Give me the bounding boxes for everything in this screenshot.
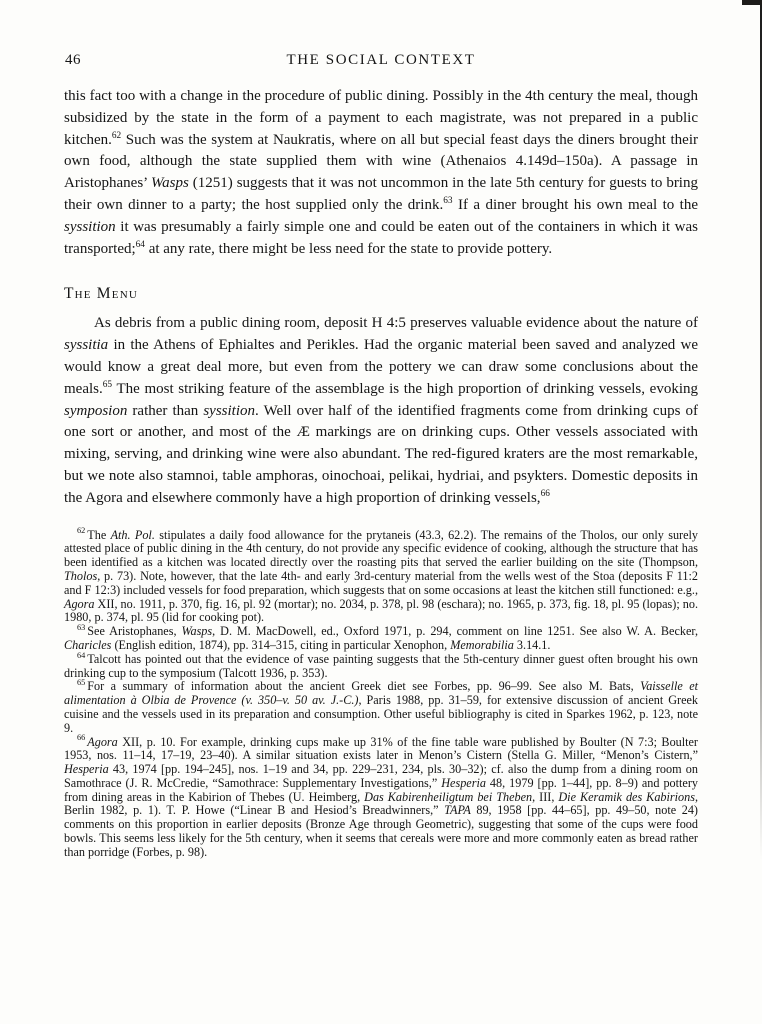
- footnotes-block: [64, 526, 698, 860]
- footnote-marker: 66: [77, 733, 86, 743]
- footnote-64: [64, 650, 698, 681]
- footnote-65: [64, 680, 698, 735]
- body-paragraph-2: As debris from a public dining room, deposit H 4:5 preserves valuable evidence about the nature of syssitia in the Athens of Ephialtes and Perikles. Had the organic material been saved and analyzed we would know a great deal more, but even from the pottery we can draw some conclusions about the meals.$^{65}$ The most striking feature of the assemblage is the high proportion of drinking vessels, evoking symposion rather than syssition. Well over half of the identified fragments come from drinking cups of one sort or another, and most of the Æ markings are on drinking cups. Other vessels associated with mixing, serving, and drinking wine were also abundant. The red-figured kraters are the most remarkable, but we note also stamnoi, table amphoras, oinochoai, pelikai, hydriai, and psykters. Domestic deposits in the Agora and elsewhere commonly have a high proportion of drinking vessels,$^{66}$: [64, 315, 698, 506]
- footnote-text: Talcott has pointed out that the evidence of vase painting suggests that the 5th-century dinner guest often brought his own drinking cup to the symposium (Talcott 1936, p. 353).: [64, 651, 698, 680]
- footnote-marker: 63: [77, 623, 86, 633]
- scan-corner-mark: [742, 0, 762, 5]
- page-number: 46: [65, 52, 81, 68]
- footnote-text: The Ath. Pol. stipulates a daily food allowance for the prytaneis (43.3, 62.2). The remains of the Tholos, our only surely attested place of public dining in the 4th century, do not provide any specific evidence of cooking, although the structure that has been identified as a kitchen was located directly over the roasting pits that served the earlier building on the site (Thompson, Tholos, p. 73). Note, however, that the late 4th- and early 3rd-century material from the wells west of the Stoa (deposits F 11:2 and F 12:3) included vessels for food preparation, which suggests that on some occasions at least the kitchen still functioned: e.g., Agora XII, no. 1911, p. 370, fig. 16, pl. 92 (mortar); no. 2034, p. 378, pl. 98 (eschara); no. 1965, p. 373, fig. 18, pl. 95 (lopas); no. 1980, p. 374, pl. 95 (lid for cooking pot).: [64, 527, 698, 625]
- page-header: [64, 52, 698, 72]
- footnote-marker: 65: [77, 678, 86, 688]
- footnote-marker: 62: [77, 526, 86, 536]
- body-paragraph-1: this fact too with a change in the procedure of public dining. Possibly in the 4th century the meal, though subsidized by the state in the form of a payment to each magistrate, was not prepared in a public kitchen.$^{62}$ Such was the system at Naukratis, where on all but special feast days the diners brought their own food, although the state supplied them with wine (Athenaios 4.149d–150a). A passage in Aristophanes’ Wasps (1251) suggests that it was not uncommon in the late 5th century for guests to bring their own dinner to a party; the host supplied only the drink.$^{63}$ If a diner brought his own meal to the syssition it was presumably a fairly simple one and could be eaten out of the containers in which it was transported;$^{64}$ at any rate, there might be less need for the state to provide pottery.: [64, 88, 698, 257]
- running-title: THE SOCIAL CONTEXT: [286, 52, 476, 68]
- main-text: [64, 86, 698, 860]
- footnote-66: [64, 733, 698, 860]
- footnote-text: Agora XII, p. 10. For example, drinking cups make up 31% of the fine table ware published by Boulter (N 7:3; Boulter 1953, nos. 11–14, 17–19, 23–40). A similar situation exists later in Menon’s Cistern (Stella G. Miller, “Menon’s Cistern,” Hesperia 43, 1974 [pp. 194–245], nos. 1–19 and 34, pp. 229–231, 234, pls. 30–32); cf. also the dump from a dining room on Samothrace (J. R. McCredie, “Samothrace: Supplementary Investigations,” Hesperia 48, 1979 [pp. 1–44], pp. 8–9) and pottery from dining areas in the Kabirion of Thebes (U. Heimberg, Das Kabirenheiligtum bei Theben, III, Die Keramik des Kabirions, Berlin 1982, p. 1). T. P. Howe (“Linear B and Hesiod’s Breadwinners,” TAPA 89, 1958 [pp. 44–65], pp. 49–50, note 24) comments on this proportion in earlier deposits (Bronze Age through Geometric), suggesting that some of the cups were food bowls. This seems less likely for the 5th century, when it seems that cereals were more and more commonly eaten as bread rather than porridge (Forbes, p. 98).: [64, 734, 698, 859]
- section-heading-the-menu: The Menu: [64, 285, 138, 303]
- footnote-text: For a summary of information about the ancient Greek diet see Forbes, pp. 96–99. See also M. Bats, Vaisselle et alimentation à Olbia de Provence (v. 350–v. 50 av. J.-C.), Paris 1988, pp. 31–59, for extensive discussion of ancient Greek cuisine and the vessels used in its preparation and consumption. Other useful bibliography is cited in Sparkes 1962, p. 123, note 9.: [64, 679, 698, 735]
- footnote-62: [64, 526, 698, 626]
- footnote-marker: 64: [77, 650, 86, 660]
- footnote-63: [64, 625, 698, 653]
- footnote-text: See Aristophanes, Wasps, D. M. MacDowell, ed., Oxford 1971, p. 294, comment on line 1251. See also W. A. Becker, Charicles (English edition, 1874), pp. 314–315, citing in particular Xenophon, Memorabilia 3.14.1.: [64, 624, 698, 652]
